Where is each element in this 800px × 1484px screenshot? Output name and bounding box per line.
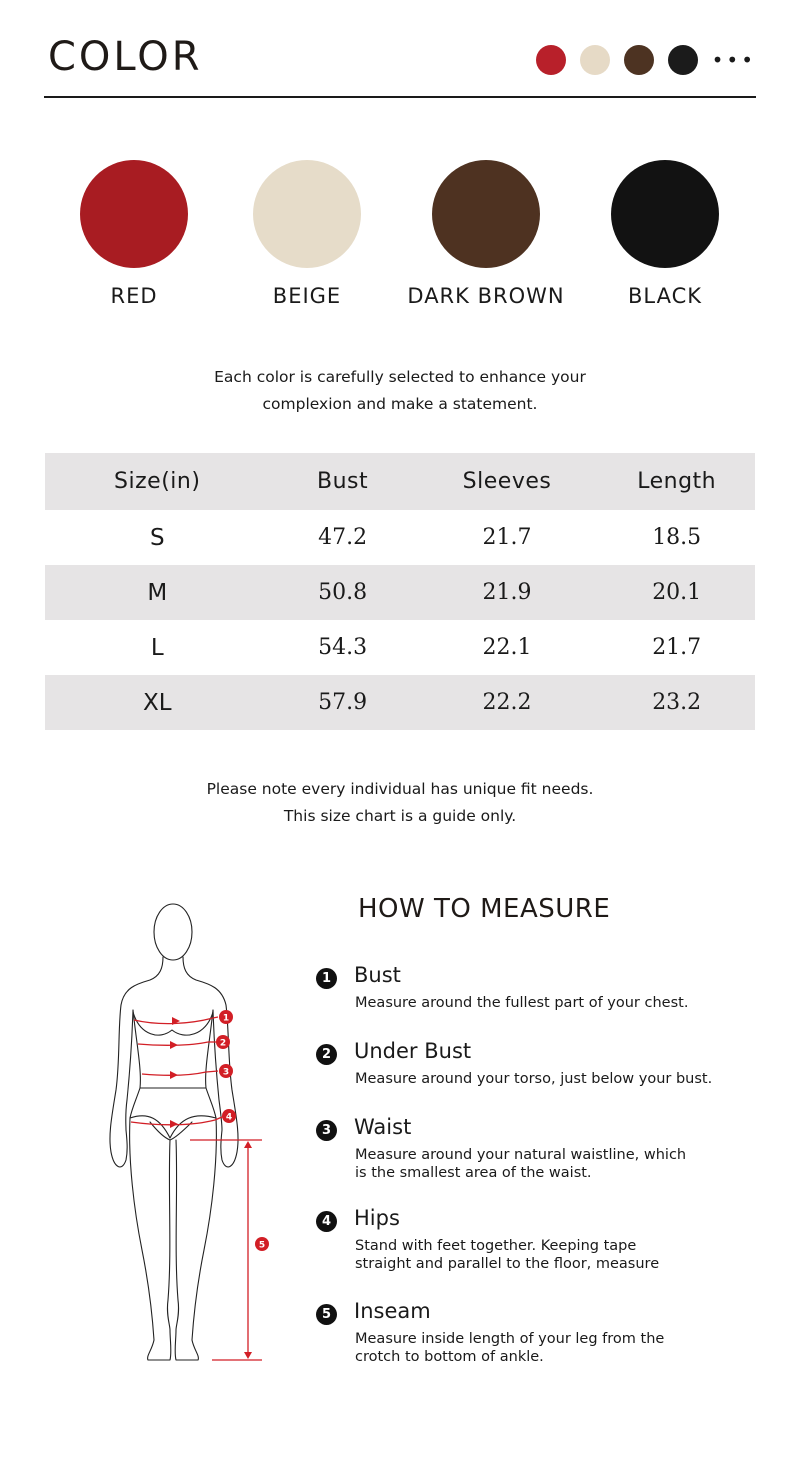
figure-right-arm-outer — [221, 1005, 238, 1167]
table-row — [45, 510, 755, 565]
swatch-dark-brown[interactable] — [396, 158, 576, 308]
fit-note-line: This size chart is a guide only. — [283, 807, 517, 825]
figure-left-shoulder — [121, 957, 163, 1005]
mini-swatch-row — [522, 45, 756, 75]
step-name: Hips — [354, 1206, 400, 1230]
table-row — [45, 620, 755, 675]
table-cell: 57.9 — [318, 690, 368, 715]
body-figure-illustration — [100, 898, 290, 1368]
figure-right-leg — [175, 1118, 216, 1360]
table-cell: XL — [142, 689, 172, 716]
step-description — [355, 994, 755, 1012]
table-cell: S — [149, 524, 165, 551]
table-cell: 22.1 — [482, 635, 532, 660]
step-description — [355, 1237, 755, 1273]
color-header — [44, 28, 756, 98]
mini-swatch-red[interactable] — [536, 45, 566, 75]
arrow-head — [170, 1071, 178, 1079]
mini-swatch-beige[interactable] — [580, 45, 610, 75]
swatch-label: DARK BROWN — [407, 284, 565, 308]
step-number-badge: 5 — [316, 1304, 337, 1325]
step-number-badge: 4 — [316, 1211, 337, 1232]
step-description-line: Measure around your torso, just below your bust. — [355, 1071, 713, 1087]
figure-marker-4: 4 — [225, 1112, 233, 1123]
color-note-line: complexion and make a statement. — [262, 395, 538, 413]
column-header: Size(in) — [114, 469, 201, 494]
table-cell: L — [150, 634, 164, 661]
swatch-disc — [611, 160, 719, 268]
step-number-badge: 3 — [316, 1120, 337, 1141]
step-description — [355, 1070, 755, 1088]
fit-note — [0, 776, 800, 830]
figure-marker-5: 5 — [258, 1240, 266, 1251]
table-cell: 21.9 — [482, 580, 532, 605]
section-title: COLOR — [48, 34, 203, 80]
step-name: Waist — [354, 1115, 412, 1139]
figure-left-inner-leg — [167, 1140, 170, 1330]
step-number-badge: 1 — [316, 968, 337, 989]
mini-swatch-dark-brown[interactable] — [624, 45, 654, 75]
mini-swatch-black[interactable] — [668, 45, 698, 75]
fit-note-line: Please note every individual has unique fit needs. — [206, 780, 594, 798]
figure-torso-left — [130, 1010, 140, 1118]
table-cell: 21.7 — [652, 635, 702, 660]
figure-marker-1: 1 — [222, 1013, 230, 1024]
table-cell: M — [147, 579, 168, 606]
arrow-head-down — [244, 1352, 252, 1359]
swatch-label: RED — [110, 284, 158, 308]
figure-marker-3: 3 — [222, 1067, 230, 1078]
column-header: Length — [637, 469, 717, 494]
swatch-disc — [253, 160, 361, 268]
how-to-measure-title: HOW TO MEASURE — [358, 894, 611, 924]
table-cell: 50.8 — [318, 580, 368, 605]
table-cell: 18.5 — [652, 525, 702, 550]
swatch-disc — [80, 160, 188, 268]
figure-right-shoulder — [183, 957, 226, 1005]
figure-marker-2: 2 — [219, 1038, 227, 1049]
table-cell: 22.2 — [482, 690, 532, 715]
step-description-line: straight and parallel to the floor, measure — [355, 1256, 660, 1272]
step-name: Under Bust — [354, 1039, 472, 1063]
step-name: Bust — [354, 963, 401, 987]
step-description — [355, 1146, 755, 1182]
table-cell: 23.2 — [652, 690, 702, 715]
table-cell: 54.3 — [318, 635, 368, 660]
column-header: Sleeves — [462, 469, 552, 494]
swatch-label: BLACK — [627, 284, 703, 308]
color-note — [0, 364, 800, 418]
swatch-black[interactable] — [575, 158, 755, 308]
step-description-line: Measure inside length of your leg from the — [355, 1331, 665, 1347]
step-name: Inseam — [354, 1299, 431, 1323]
table-cell: 47.2 — [318, 525, 368, 550]
swatch-beige[interactable] — [217, 158, 397, 308]
table-row — [45, 565, 755, 620]
table-cell: 21.7 — [482, 525, 532, 550]
table-row — [45, 675, 755, 730]
figure-left-arm-outer — [110, 1005, 127, 1167]
step-description-line: Measure around your natural waistline, which — [355, 1147, 687, 1163]
step-description — [355, 1330, 755, 1366]
ellipsis-icon[interactable]: ••• — [711, 48, 756, 72]
step-description-line: Measure around the fullest part of your chest. — [355, 995, 689, 1011]
figure-hip-line — [130, 1116, 216, 1138]
swatch-label: BEIGE — [272, 284, 342, 308]
table-cell: 20.1 — [652, 580, 702, 605]
swatch-red[interactable] — [44, 158, 224, 308]
size-chart-table — [45, 453, 755, 730]
step-description-line: is the smallest area of the waist. — [355, 1165, 592, 1181]
step-number-badge: 2 — [316, 1044, 337, 1065]
step-description-line: Stand with feet together. Keeping tape — [355, 1238, 637, 1254]
step-description-line: crotch to bottom of ankle. — [355, 1349, 544, 1365]
figure-head — [154, 904, 192, 960]
arrow-head — [170, 1041, 178, 1049]
color-note-line: Each color is carefully selected to enhance your — [214, 368, 586, 386]
column-header: Bust — [317, 469, 369, 494]
swatch-disc — [432, 160, 540, 268]
table-header-row — [45, 453, 755, 510]
arrow-head-up — [244, 1141, 252, 1148]
color-swatches — [44, 158, 756, 318]
figure-left-leg — [130, 1118, 171, 1360]
figure-torso-right — [206, 1010, 216, 1118]
figure-right-inner-leg — [176, 1140, 179, 1330]
